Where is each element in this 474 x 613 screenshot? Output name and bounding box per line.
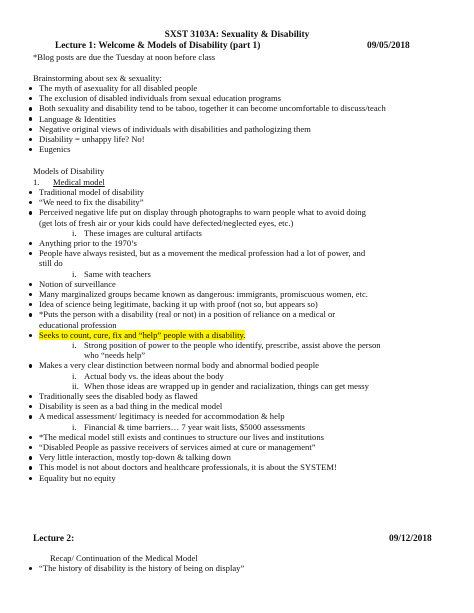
bullet-icon [29, 411, 35, 421]
list-item [0, 207, 474, 227]
sub-item-number: i. [72, 370, 77, 381]
list-item [0, 83, 474, 93]
sub-item-text: Same with teachers [84, 268, 151, 279]
sub-item-number: ii. [72, 380, 79, 391]
list-item-text: Equality but no equity [39, 472, 116, 483]
bullet-icon [29, 401, 35, 411]
list-item [0, 238, 474, 248]
list-item [0, 187, 474, 197]
list-item-text-continued: (get lots of fresh air or your kids could have defected/neglected eyes, etc.) [39, 217, 294, 228]
list-item [0, 391, 474, 401]
bullet-icon [29, 134, 35, 144]
bullet-icon [29, 473, 35, 483]
bullet-icon [29, 289, 35, 299]
sub-item-text: These images are cultural artifacts [84, 227, 202, 238]
lecture-2-heading: Lecture 2: [33, 534, 75, 544]
list-item-text: Eugenics [39, 144, 71, 155]
list-item-text: People have always resisted, but as a movement the medical profession had a lot of power, and [39, 248, 366, 259]
bullet-icon [29, 563, 35, 573]
bullet-icon [29, 391, 35, 401]
brainstorm-heading: Brainstorming about sex & sexuality: [33, 73, 162, 83]
list-item-text: Many marginalized groups became known as dangerous: immigrants, promiscuous women, etc. [39, 289, 368, 300]
sub-item-text-continued: who “needs help” [84, 350, 146, 361]
list-item-text: “The history of disability is the history of being on display” [39, 563, 245, 573]
list-item [0, 452, 474, 462]
bullet-icon [29, 309, 35, 319]
list-item [0, 473, 474, 483]
list-item-text: This model is not about doctors and healthcare professionals, it is about the SYSTEM! [39, 462, 337, 473]
list-item [0, 442, 474, 452]
list-item-text: Traditional model of disability [39, 187, 144, 197]
list-item-text: The exclusion of disabled individuals from sexual education programs [39, 93, 281, 104]
bullet-icon [29, 83, 35, 93]
list-item [0, 360, 474, 370]
list-item-text: Seeks to count, cure, fix and “help” people with a disability. [39, 329, 246, 340]
bullet-icon [29, 197, 35, 207]
bullet-icon [29, 330, 35, 340]
list-item [0, 462, 474, 472]
list-item [0, 197, 474, 207]
recap-line: Recap/ Continuation of the Medical Model [50, 553, 198, 563]
list-item-text: *The medical model still exists and continues to structure our lives and institutions [39, 431, 324, 442]
sub-list-item [0, 381, 474, 391]
bullet-icon [29, 360, 35, 370]
list-item-text: “We need to fix the disability” [39, 197, 144, 208]
bullet-icon [29, 462, 35, 472]
list-item [0, 299, 474, 309]
list-item [0, 103, 474, 113]
list-item [0, 279, 474, 289]
list-item-text: Disability = unhappy life? No! [39, 134, 145, 145]
list-item-text: Notion of surveillance [39, 278, 116, 289]
sub-list-item [0, 269, 474, 279]
sub-item-text: Financial & time barriers… 7 year wait lists, $5000 assessments [84, 421, 306, 432]
list-item [0, 114, 474, 124]
list-item [0, 124, 474, 134]
bullet-icon [29, 144, 35, 154]
sub-list-item [0, 228, 474, 238]
sub-item-number: i. [72, 268, 77, 279]
bullet-icon [29, 114, 35, 124]
bullet-icon [29, 248, 35, 258]
list-item [0, 248, 474, 268]
sub-item-number: i. [72, 227, 77, 238]
bullet-icon [29, 299, 35, 309]
course-title: SXST 3103A: Sexuality & Disability [164, 30, 310, 40]
list-item-text: Traditionally sees the disabled body as flawed [39, 391, 198, 402]
list-item-text: A medical assessment/ legitimacy is needed for accommodation & help [39, 411, 285, 422]
bullet-icon [29, 207, 35, 217]
sub-item-number: i. [72, 340, 77, 351]
list-item-text: Both sexuality and disability tend to be taboo, together it can become uncomfortable to discuss/teach [39, 103, 386, 114]
medical-model-number: 1. [33, 177, 40, 187]
sub-list-item [0, 422, 474, 432]
bullet-icon [29, 103, 35, 113]
list-item-text: *Puts the person with a disability (real or not) in a position of reliance on a medical or [39, 309, 336, 320]
list-item [0, 563, 474, 573]
list-item-text-continued: still do [39, 258, 63, 269]
list-item-text: The myth of asexuality for all disabled people [39, 83, 198, 93]
bullet-icon [29, 238, 35, 248]
models-heading: Models of Disability [33, 166, 105, 176]
list-item-text: Anything prior to the 1970’s [39, 238, 137, 249]
list-item [0, 411, 474, 421]
list-item [0, 401, 474, 411]
bullet-icon [29, 124, 35, 134]
sub-item-text: Actual body vs. the ideas about the body [84, 370, 224, 381]
sub-item-text: When those ideas are wrapped up in gender and racialization, things can get messy [84, 380, 369, 391]
list-item [0, 134, 474, 144]
list-item-text: Disability is seen as a bad thing in the medical model [39, 401, 223, 412]
sub-item-number: i. [72, 421, 77, 432]
bullet-icon [29, 93, 35, 103]
bullet-icon [29, 442, 35, 452]
list-item-text: Very little interaction, mostly top-down & talking down [39, 452, 231, 463]
list-item-text: Idea of science being legitimate, backing it up with proof (not so, but appears so) [39, 299, 318, 310]
list-item [0, 93, 474, 103]
sub-item-text: Strong position of power to the people who identify, prescribe, assist above the person [84, 340, 381, 351]
medical-model-list [0, 187, 474, 483]
list-item [0, 289, 474, 299]
list-item-text-continued: educational profession [39, 319, 117, 330]
sub-list-item [0, 371, 474, 381]
bullet-icon [29, 187, 35, 197]
lecture-2-date: 09/12/2018 [389, 534, 432, 544]
list-item [0, 432, 474, 442]
bullet-icon [29, 279, 35, 289]
list-item [0, 309, 474, 329]
list-item [0, 330, 474, 340]
blog-note: *Blog posts are due the Tuesday at noon before class [33, 52, 216, 62]
medical-model-label: Medical model [53, 177, 105, 187]
list-item [0, 144, 474, 154]
lecture-1-date: 09/05/2018 [367, 41, 410, 51]
list-item-text: Makes a very clear distinction between normal body and abnormal bodied people [39, 360, 319, 371]
lecture-1-heading: Lecture 1: Welcome & Models of Disability (part 1) [55, 41, 261, 51]
sub-list-item [0, 340, 474, 360]
lecture-2-list [0, 563, 474, 573]
list-item-text: Perceived negative life put on display through photographs to warn people what to avoid doing [39, 207, 366, 218]
bullet-icon [29, 452, 35, 462]
brainstorm-list [0, 83, 474, 154]
list-item-text: Negative original views of individuals with disabilities and pathologizing them [39, 123, 311, 134]
bullet-icon [29, 432, 35, 442]
list-item-text: “Disabled People as passive receivers of services aimed at cure or management” [39, 442, 316, 453]
list-item-text: Language & Identities [39, 113, 116, 124]
